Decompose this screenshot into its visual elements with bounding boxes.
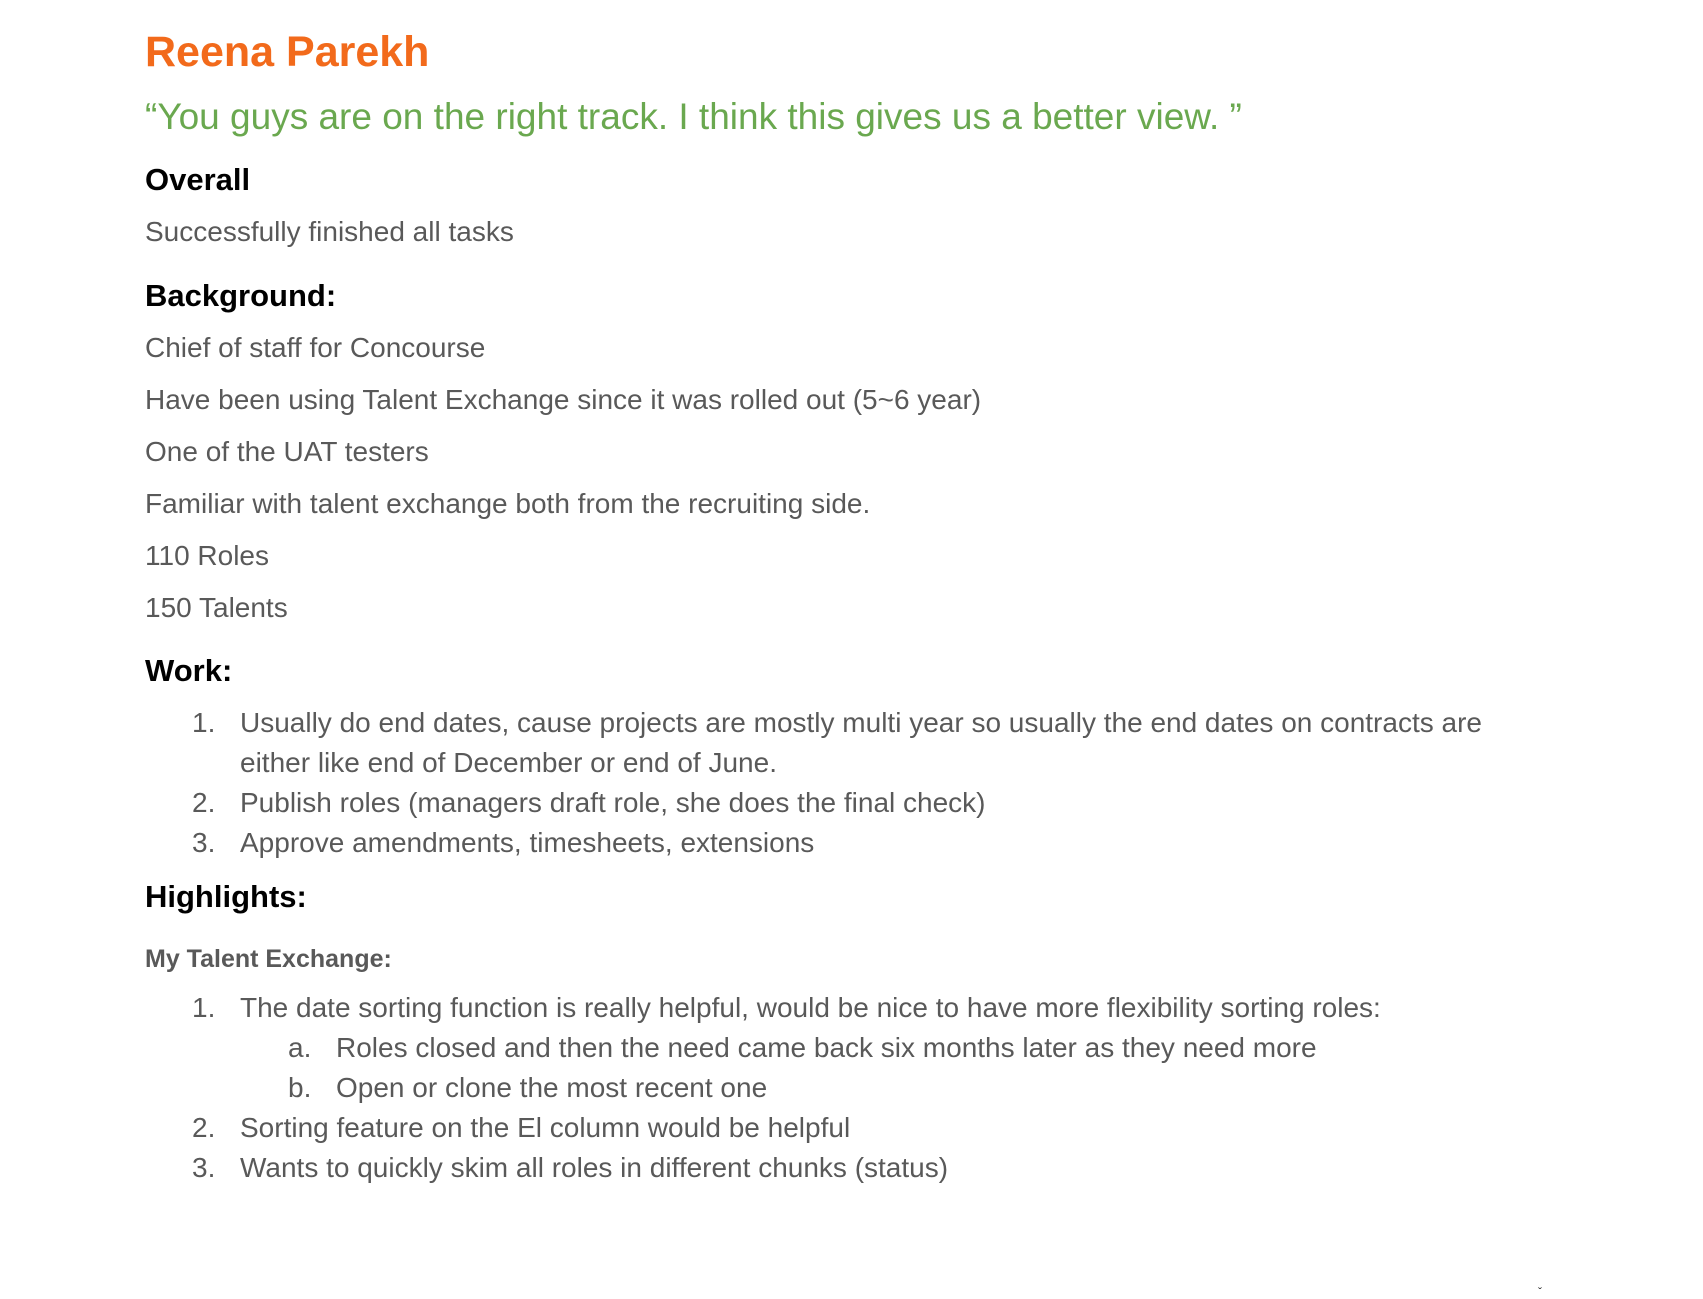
list-item xyxy=(145,1108,1545,1148)
highlights-sublist xyxy=(145,1028,1545,1108)
overall-heading: Overall xyxy=(145,162,251,197)
list-number: 2. xyxy=(192,1112,216,1143)
background-line-role: Chief of staff for Concourse xyxy=(145,332,486,363)
highlights-list xyxy=(145,988,1545,1028)
list-item xyxy=(145,1068,1545,1108)
highlights-subheading: My Talent Exchange: xyxy=(145,945,392,973)
background-line-familiar: Familiar with talent exchange both from the recruiting side. xyxy=(145,488,871,519)
background-heading: Background: xyxy=(145,278,337,313)
overall-text: Successfully finished all tasks xyxy=(145,216,514,247)
background-line-talents: 150 Talents xyxy=(145,592,288,623)
list-number: 3. xyxy=(192,827,216,858)
background-line-roles: 110 Roles xyxy=(145,540,270,571)
list-item xyxy=(145,1148,1545,1188)
list-number: 1. xyxy=(192,707,216,738)
list-item xyxy=(145,823,1545,863)
list-item xyxy=(145,1028,1545,1068)
list-item-text: The date sorting function is really helpful, would be nice to have more flexibility sorting roles: xyxy=(240,992,1381,1023)
cursor-caret-icon: ˇ xyxy=(1538,1285,1542,1299)
background-line-uat: One of the UAT testers xyxy=(145,436,429,467)
work-list xyxy=(145,703,1545,863)
list-letter: b. xyxy=(288,1072,312,1103)
list-item-text: Sorting feature on the El column would be helpful xyxy=(240,1112,851,1143)
background-line-usage: Have been using Talent Exchange since it was rolled out (5~6 year) xyxy=(145,384,982,415)
list-item-text: Wants to quickly skim all roles in different chunks (status) xyxy=(240,1152,949,1183)
list-number: 1. xyxy=(192,992,216,1023)
list-item-text: Publish roles (managers draft role, she does the final check) xyxy=(240,787,986,818)
list-item-text: Usually do end dates, cause projects are mostly multi year so usually the end dates on contracts are either like end of December or end of June. xyxy=(240,707,1482,778)
highlights-list-continued xyxy=(145,1108,1545,1188)
list-number: 3. xyxy=(192,1152,216,1183)
list-item xyxy=(145,988,1545,1028)
list-item xyxy=(145,783,1545,823)
highlights-heading: Highlights: xyxy=(145,879,307,914)
person-name: Reena Parekh xyxy=(145,28,430,76)
list-item-text: Open or clone the most recent one xyxy=(336,1072,768,1103)
person-quote: “You guys are on the right track. I think this gives us a better view. ” xyxy=(145,96,1242,137)
list-item-text: Roles closed and then the need came back six months later as they need more xyxy=(336,1032,1317,1063)
work-heading: Work: xyxy=(145,653,233,688)
list-item xyxy=(145,703,1545,783)
list-letter: a. xyxy=(288,1032,312,1063)
list-number: 2. xyxy=(192,787,216,818)
list-item-text: Approve amendments, timesheets, extensions xyxy=(240,827,815,858)
